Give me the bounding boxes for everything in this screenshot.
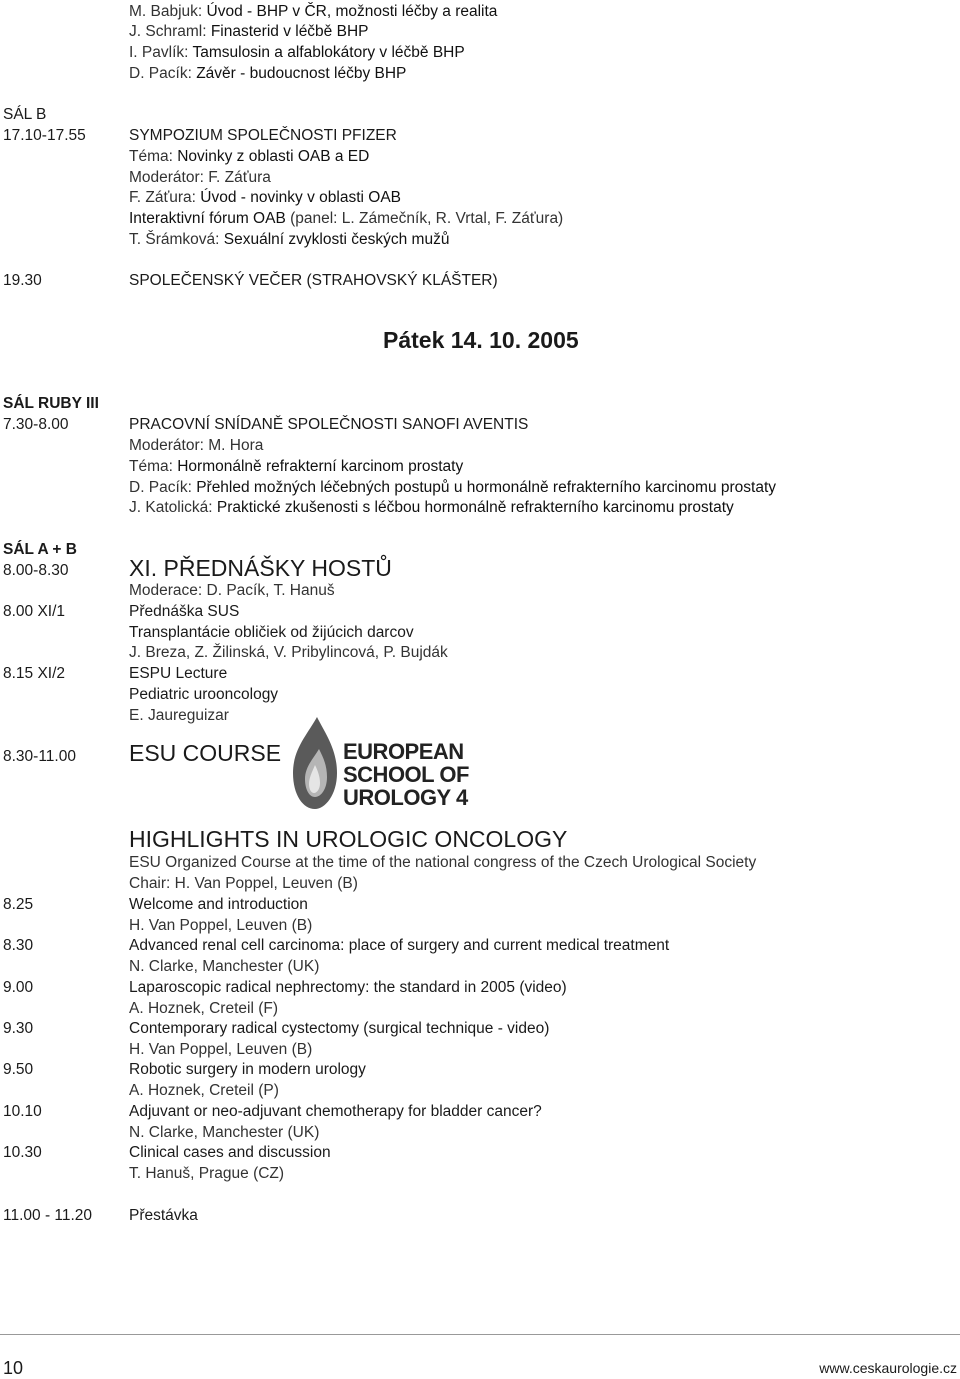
lecture-topic: Pediatric urooncology (129, 686, 279, 703)
lecture-authors: E. Jaureguizar (129, 707, 229, 724)
hall-name: SÁL RUBY III (3, 395, 99, 412)
lecture-topic: Transplantácie obličiek od žijúcich darcov (129, 624, 414, 641)
website-link[interactable]: www.ceskaurologie.cz (819, 1360, 957, 1376)
program-line: I. Pavlík: Tamsulosin a alfablokátory v léčbě BHP (129, 44, 465, 61)
course-subtitle: ESU Organized Course at the time of the national congress of the Czech Urological Society (129, 854, 757, 871)
session-time: 9.00 (3, 979, 34, 996)
session-title: Laparoscopic radical nephrectomy: the standard in 2005 (video) (129, 979, 567, 996)
session-speaker: N. Clarke, Manchester (UK) (129, 958, 320, 975)
esu-logo-text: EUROPEAN SCHOOL OF UROLOGY 4 (343, 739, 469, 810)
session-title: ESU COURSE (129, 740, 282, 766)
moderator: Moderátor: F. Záťura (129, 169, 271, 186)
session-title: Robotic surgery in modern urology (129, 1061, 366, 1078)
session-title: Clinical cases and discussion (129, 1144, 331, 1161)
program-line: D. Pacík: Závěr - budoucnost léčby BHP (129, 65, 407, 82)
session-title: Adjuvant or neo-adjuvant chemotherapy for bladder cancer? (129, 1103, 542, 1120)
hall-name: SÁL A + B (3, 541, 77, 558)
program-line: J. Schraml: Finasterid v léčbě BHP (129, 23, 369, 40)
course-chair: Chair: H. Van Poppel, Leuven (B) (129, 875, 358, 892)
session-time: 7.30-8.00 (3, 416, 69, 433)
session-time: 8.00 XI/1 (3, 603, 66, 620)
program-line: J. Katolická: Praktické zkušenosti s léčbou hormonálně refrakterního karcinomu prostaty (129, 499, 734, 516)
program-line: Téma: Novinky z oblasti OAB a ED (129, 148, 370, 165)
session-speaker: A. Hoznek, Creteil (P) (129, 1082, 279, 1099)
session-time: 17.10-17.55 (3, 127, 86, 144)
session-time: 8.15 XI/2 (3, 665, 66, 682)
session-time: 19.30 (3, 272, 42, 289)
moderator: Moderace: D. Pacík, T. Hanuš (129, 582, 335, 599)
course-heading: HIGHLIGHTS IN UROLOGIC ONCOLOGY (129, 826, 568, 852)
session-time: 8.25 (3, 896, 34, 913)
session-title: PRACOVNÍ SNÍDANĚ SPOLEČNOSTI SANOFI AVENTIS (129, 416, 529, 433)
day-heading: Pátek 14. 10. 2005 (383, 327, 579, 353)
program-line: F. Záťura: Úvod - novinky v oblasti OAB (129, 189, 402, 206)
moderator: Moderátor: M. Hora (129, 437, 264, 454)
session-speaker: H. Van Poppel, Leuven (B) (129, 1041, 313, 1058)
session-title: SYMPOZIUM SPOLEČNOSTI PFIZER (129, 127, 397, 144)
session-time: 8.30-11.00 (3, 748, 76, 765)
session-time: 8.00-8.30 (3, 562, 69, 579)
session-title: Contemporary radical cystectomy (surgical technique - video) (129, 1020, 550, 1037)
footer-divider (0, 1334, 960, 1335)
session-time: 11.00 - 11.20 (3, 1207, 93, 1224)
program-line: D. Pacík: Přehled možných léčebných postupů u hormonálně refrakterního karcinomu prostaty (129, 479, 777, 496)
program-line: T. Šrámková: Sexuální zvyklosti českých mužů (129, 231, 450, 248)
break-label: Přestávka (129, 1207, 198, 1224)
page-number: 10 (3, 1358, 24, 1378)
lecture-authors: J. Breza, Z. Žilinská, V. Pribylincová, P. Bujdák (129, 644, 448, 661)
session-time: 9.30 (3, 1020, 34, 1037)
session-time: 10.30 (3, 1144, 42, 1161)
session-title: Welcome and introduction (129, 896, 308, 913)
lecture-title: Přednáška SUS (129, 603, 240, 620)
program-line: Interaktivní fórum OAB (panel: L. Zámečník, R. Vrtal, F. Záťura) (129, 210, 564, 227)
hall-name: SÁL B (3, 106, 47, 123)
session-speaker: T. Hanuš, Prague (CZ) (129, 1165, 285, 1182)
session-title: XI. PŘEDNÁŠKY HOSTŮ (129, 555, 392, 581)
lecture-title: ESPU Lecture (129, 665, 228, 682)
session-title: Advanced renal cell carcinoma: place of surgery and current medical treatment (129, 937, 670, 954)
program-line: Téma: Hormonálně refrakterní karcinom prostaty (129, 458, 464, 475)
session-speaker: N. Clarke, Manchester (UK) (129, 1124, 320, 1141)
session-time: 9.50 (3, 1061, 34, 1078)
session-speaker: H. Van Poppel, Leuven (B) (129, 917, 313, 934)
session-time: 10.10 (3, 1103, 42, 1120)
session-title: SPOLEČENSKÝ VEČER (STRAHOVSKÝ KLÁŠTER) (129, 272, 498, 289)
program-line: M. Babjuk: Úvod - BHP v ČR, možnosti léčby a realita (129, 3, 498, 20)
session-speaker: A. Hoznek, Creteil (F) (129, 1000, 279, 1017)
session-time: 8.30 (3, 937, 34, 954)
